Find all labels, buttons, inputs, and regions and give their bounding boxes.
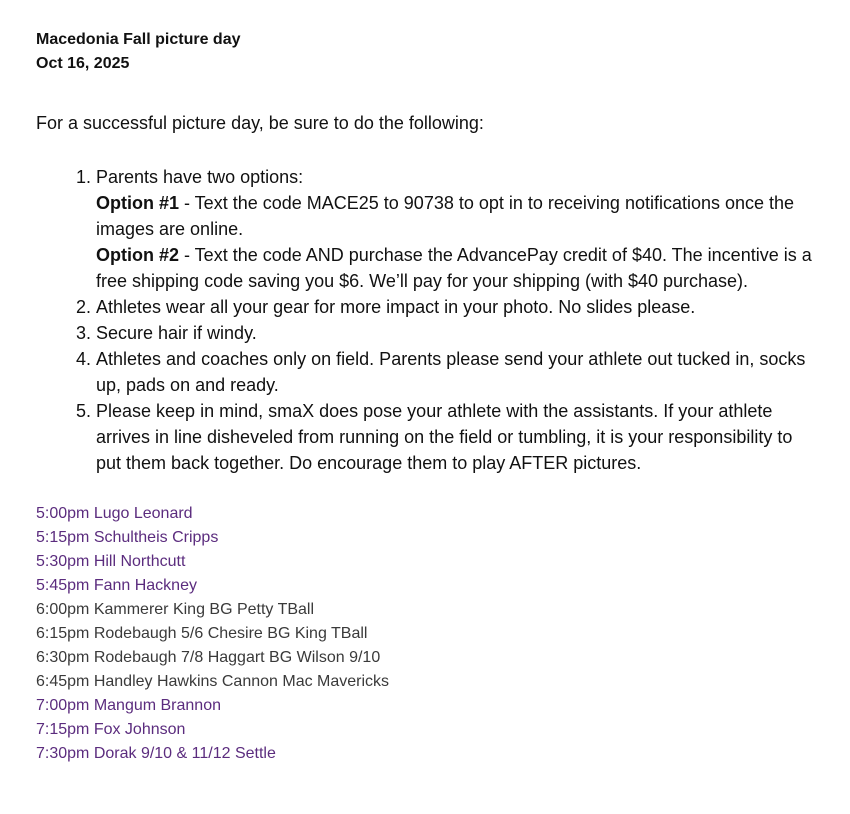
instruction-list [36, 164, 816, 476]
schedule-item: 7:15pm Fox Johnson [36, 721, 186, 738]
schedule-list [36, 502, 816, 766]
document-date: Oct 16, 2025 [36, 55, 130, 72]
instruction-item-1 [96, 164, 816, 294]
option-2-text: - Text the code AND purchase the AdvancePay credit of $40. The incentive is a free shipping code saving you $6. We’ll pay for your shipping (with $40 purchase). [96, 245, 812, 291]
document-title: Macedonia Fall picture day [36, 31, 241, 48]
instruction-item-5: 5. Please keep in mind, smaX does pose your athlete with the assistants. If your athlete arrives in line disheveled from running on the field or tumbling, it is your responsibility to put them back together. Do encourage them to play AFTER pictures. [96, 398, 816, 476]
option-1-label: Option #1 [96, 193, 180, 213]
instruction-item-2: 2. Athletes wear all your gear for more impact in your photo. No slides please. [96, 294, 816, 320]
schedule-item: 6:45pm Handley Hawkins Cannon Mac Mavericks [36, 673, 390, 690]
instruction-item-3: 3. Secure hair if windy. [96, 320, 816, 346]
schedule-item: 5:45pm Fann Hackney [36, 577, 197, 594]
option-1-text: - Text the code MACE25 to 90738 to opt in to receiving notifications once the images are online. [96, 193, 795, 239]
intro-text: For a successful picture day, be sure to do the following: [36, 113, 484, 133]
schedule-item: 6:15pm Rodebaugh 5/6 Chesire BG King TBall [36, 625, 368, 642]
schedule-item: 5:30pm Hill Northcutt [36, 553, 186, 570]
option-2-label: Option #2 [96, 245, 180, 265]
schedule-item: 6:30pm Rodebaugh 7/8 Haggart BG Wilson 9/10 [36, 649, 381, 666]
instruction-1-text: Parents have two options: [96, 167, 304, 187]
schedule-item: 7:30pm Dorak 9/10 & 11/12 Settle [36, 745, 276, 762]
schedule-item: 5:15pm Schultheis Cripps [36, 529, 219, 546]
schedule-item: 7:00pm Mangum Brannon [36, 697, 221, 714]
document-page [36, 28, 816, 766]
schedule-item: 5:00pm Lugo Leonard [36, 505, 193, 522]
instruction-item-4: 4. Athletes and coaches only on field. Parents please send your athlete out tucked in, socks up, pads on and ready. [96, 346, 816, 398]
schedule-item: 6:00pm Kammerer King BG Petty TBall [36, 601, 315, 618]
